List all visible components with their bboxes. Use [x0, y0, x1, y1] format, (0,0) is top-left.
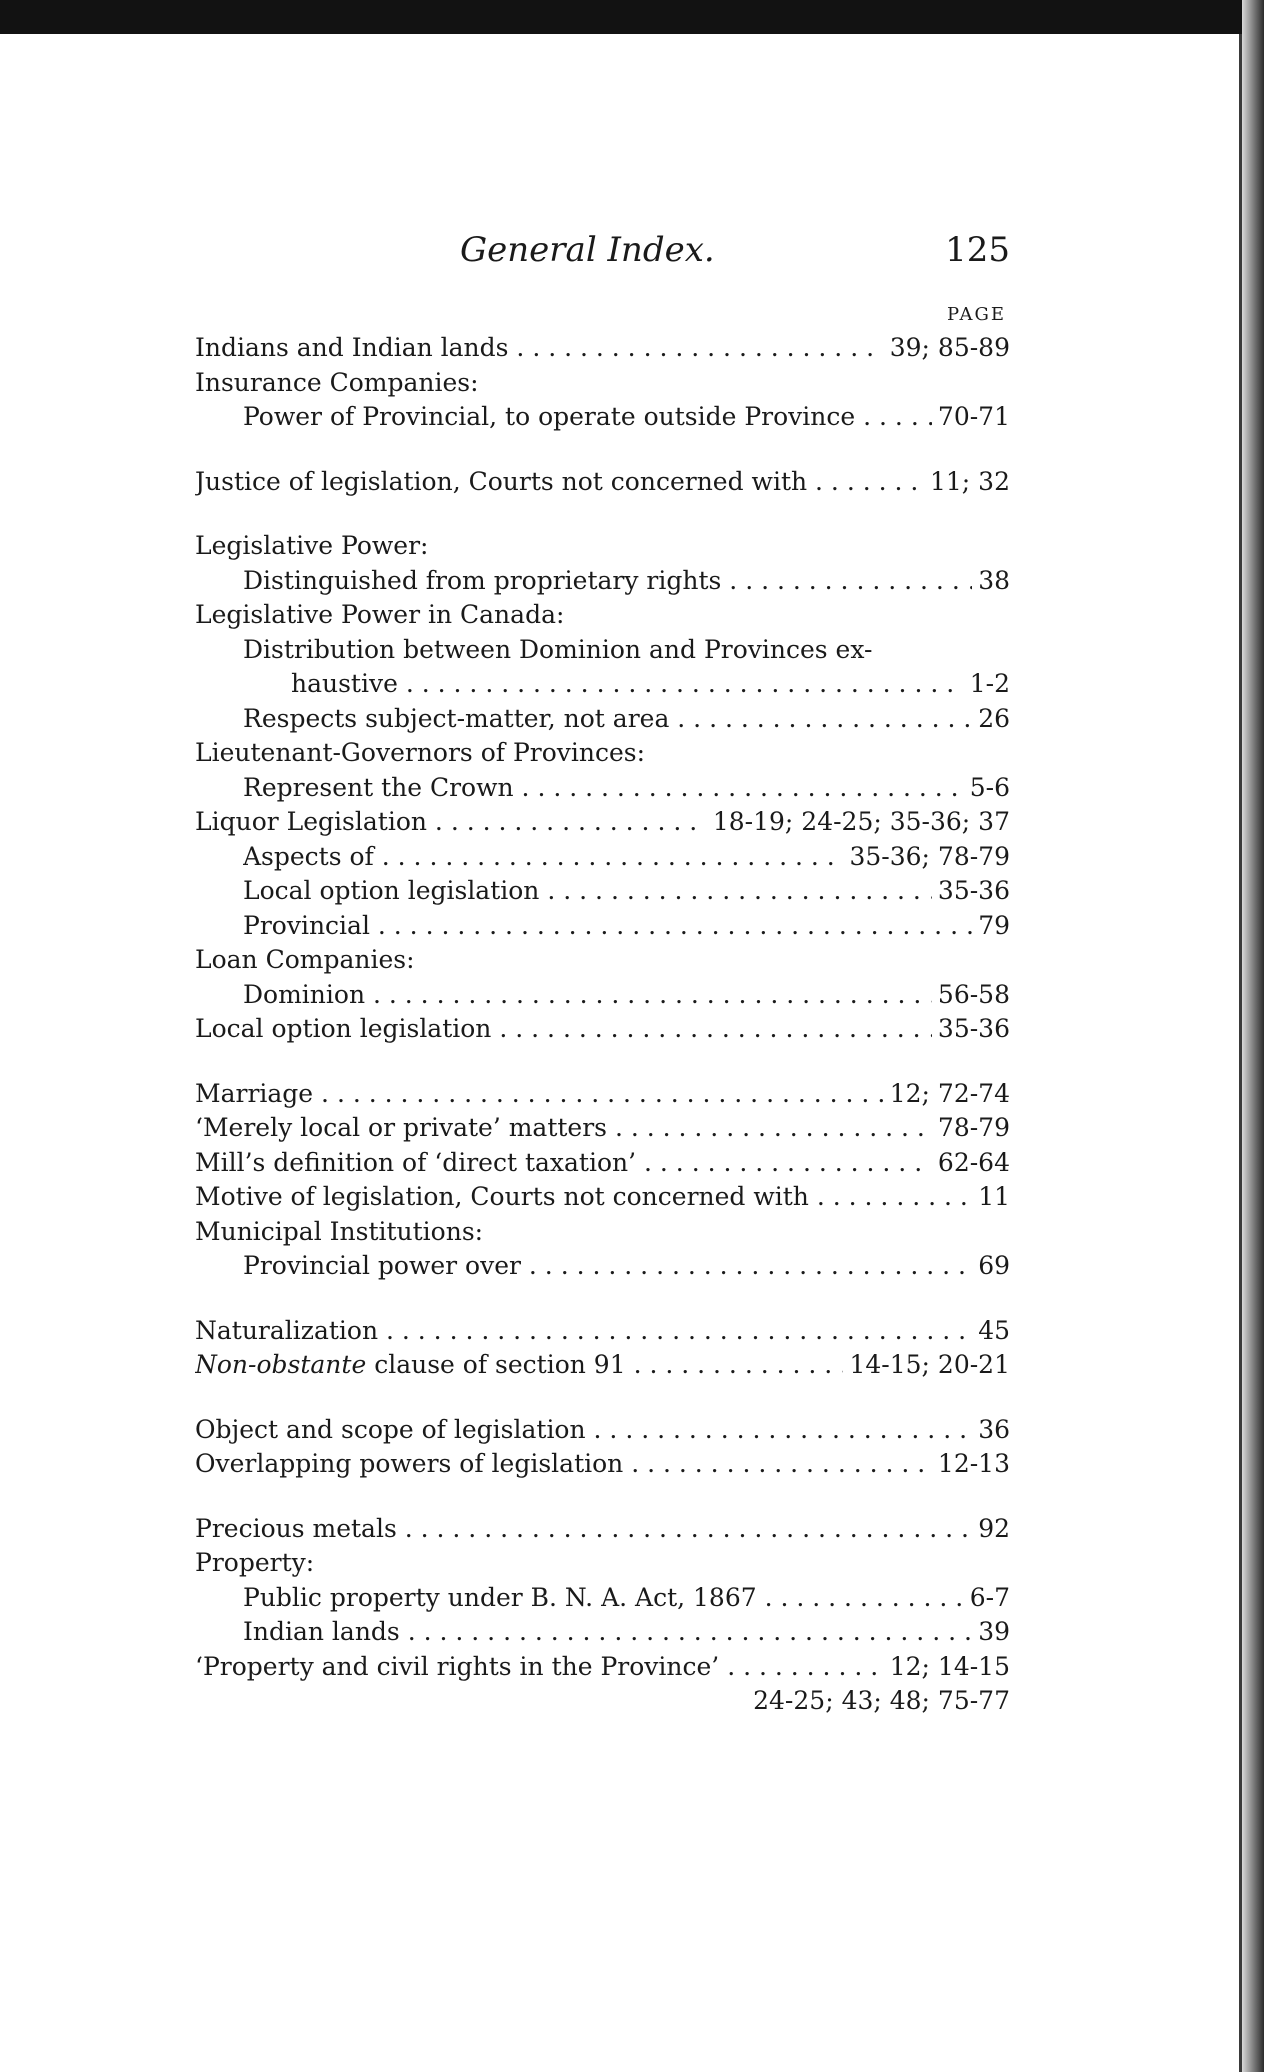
index-entry [195, 1249, 1010, 1284]
entry-pages: 56-58 [932, 978, 1010, 1013]
entry-heading: Distinguished from proprietary rights . . . [243, 564, 1010, 599]
entry-heading: Represent the Crown . . . [243, 771, 1010, 806]
entry-pages: 26 [972, 702, 1010, 737]
index-entry [195, 598, 1010, 633]
index-entry [195, 1077, 1010, 1112]
scan-right-edge [1242, 0, 1264, 2072]
entry-heading: Public property under B. N. A. Act, 1867 . . . [243, 1581, 1010, 1616]
index-entry [195, 1447, 1010, 1482]
index-entry [195, 1111, 1010, 1146]
index-entry [195, 702, 1010, 737]
index-entry [195, 667, 1010, 702]
entry-heading: Property: [195, 1548, 315, 1577]
index-entry [195, 978, 1010, 1013]
entry-pages: 69 [972, 1249, 1010, 1284]
entry-pages: 18-19; 24-25; 35-36; 37 [707, 805, 1010, 840]
entry-heading: Respects subject-matter, not area . . . [243, 702, 1010, 737]
index-entry [195, 874, 1010, 909]
entry-heading: Aspects of . . . [243, 840, 1010, 875]
entry-pages: 6-7 [964, 1581, 1010, 1616]
index-entry [195, 1581, 1010, 1616]
index-entry [195, 840, 1010, 875]
entry-heading: Non-obstante clause of section 91 . . . [195, 1348, 1010, 1383]
entry-heading: Object and scope of legislation . . . [195, 1413, 1010, 1448]
index-entry [195, 331, 1010, 366]
entry-pages: 11; 32 [924, 465, 1010, 500]
running-header [190, 230, 1010, 280]
index-entry [195, 1215, 1010, 1250]
entry-heading: Liquor Legislation . . . [195, 805, 1010, 840]
entry-heading: Overlapping powers of legislation . . . [195, 1447, 1010, 1482]
entry-heading: ‘Merely local or private’ matters . . . [195, 1111, 1010, 1146]
index-entry [195, 736, 1010, 771]
entry-heading: Provincial . . . [243, 909, 1010, 944]
entry-heading: Insurance Companies: [195, 367, 479, 397]
entry-heading: Precious metals . . . [195, 1512, 1010, 1547]
index-entry [195, 1180, 1010, 1215]
entry-heading: Justice of legislation, Courts not concerned with . . . [195, 465, 1010, 500]
entry-heading: Local option legislation . . . [195, 1012, 1010, 1047]
entry-pages: 39 [972, 1615, 1010, 1650]
entry-spacer [195, 435, 1010, 465]
entry-heading: Mill’s definition of ‘direct taxation’ . . . [195, 1146, 1010, 1181]
entry-spacer [195, 1383, 1010, 1413]
entry-heading: Dominion . . . [243, 978, 1010, 1013]
index-entry [195, 465, 1010, 500]
entry-pages: 70-71 [932, 400, 1010, 435]
entry-pages: 12; 14-15 [884, 1650, 1010, 1685]
page-edge-line [1239, 34, 1242, 2072]
entry-pages: 36 [972, 1413, 1010, 1448]
entry-heading: Motive of legislation, Courts not concerned with . . . [195, 1180, 1010, 1215]
index-entry [195, 805, 1010, 840]
entry-heading: Lieutenant-Governors of Provinces: [195, 738, 646, 767]
entry-pages: 92 [972, 1512, 1010, 1547]
entry-heading: Provincial power over . . . [243, 1249, 1010, 1284]
entry-spacer [195, 1482, 1010, 1512]
index-entry [195, 1348, 1010, 1383]
entry-heading: Distribution between Dominion and Provinces ex- [243, 634, 873, 664]
index-entry [195, 1650, 1010, 1685]
index-entry [195, 1314, 1010, 1349]
index-entry [195, 943, 1010, 978]
entry-heading: Marriage . . . [195, 1077, 1010, 1112]
entry-heading: Power of Provincial, to operate outside Province . . . [243, 400, 1010, 435]
entry-pages: 39; 85-89 [884, 331, 1010, 366]
entry-pages: 11 [972, 1180, 1010, 1215]
index-entry [195, 1012, 1010, 1047]
entry-pages: 14-15; 20-21 [843, 1348, 1010, 1383]
entry-pages: 35-36 [932, 1012, 1010, 1047]
index-entry [195, 1512, 1010, 1547]
entry-heading: Loan Companies: [195, 945, 415, 974]
entry-pages: 35-36 [932, 874, 1010, 909]
scan-top-edge [0, 0, 1264, 34]
index-entry [195, 1684, 1010, 1719]
index-entry [195, 1413, 1010, 1448]
entry-pages: 5-6 [964, 771, 1010, 806]
index-entry [195, 1146, 1010, 1181]
entry-pages: 78-79 [932, 1111, 1010, 1146]
page-number: 125 [945, 230, 1010, 270]
index-entry [195, 366, 1010, 401]
entry-heading: Naturalization . . . [195, 1314, 1010, 1349]
index-entry [195, 1546, 1010, 1581]
entry-spacer [195, 499, 1010, 529]
entry-heading: haustive . . . [291, 667, 1010, 702]
entry-pages: 45 [972, 1314, 1010, 1349]
entry-heading: Local option legislation . . . [243, 874, 1010, 909]
page-title: General Index. [460, 230, 715, 270]
entry-pages: 12-13 [932, 1447, 1010, 1482]
entry-heading: Indians and Indian lands . . . [195, 331, 1010, 366]
index-entry [195, 909, 1010, 944]
entry-spacer [195, 1047, 1010, 1077]
index-entry [195, 564, 1010, 599]
index-entry [195, 400, 1010, 435]
entry-pages: 79 [972, 909, 1010, 944]
entry-pages: 62-64 [932, 1146, 1010, 1181]
entry-pages: 38 [972, 564, 1010, 599]
entry-spacer [195, 1284, 1010, 1314]
entry-heading: Legislative Power: [195, 531, 429, 560]
entry-pages: 12; 72-74 [884, 1077, 1010, 1112]
page-column-label: PAGE [947, 304, 1006, 325]
index-entry [195, 771, 1010, 806]
entry-pages: 24-25; 43; 48; 75-77 [753, 1686, 1010, 1715]
entry-pages: 35-36; 78-79 [843, 840, 1010, 875]
entry-heading: Indian lands . . . [243, 1615, 1010, 1650]
entry-pages: 1-2 [964, 667, 1010, 702]
entry-heading: Municipal Institutions: [195, 1216, 484, 1246]
index-entry [195, 1615, 1010, 1650]
index-entry [195, 633, 1010, 668]
index-entries [195, 331, 1010, 1719]
entry-heading: Legislative Power in Canada: [195, 600, 565, 629]
entry-heading: ‘Property and civil rights in the Province’ . . . [195, 1650, 1010, 1685]
index-entry [195, 529, 1010, 564]
